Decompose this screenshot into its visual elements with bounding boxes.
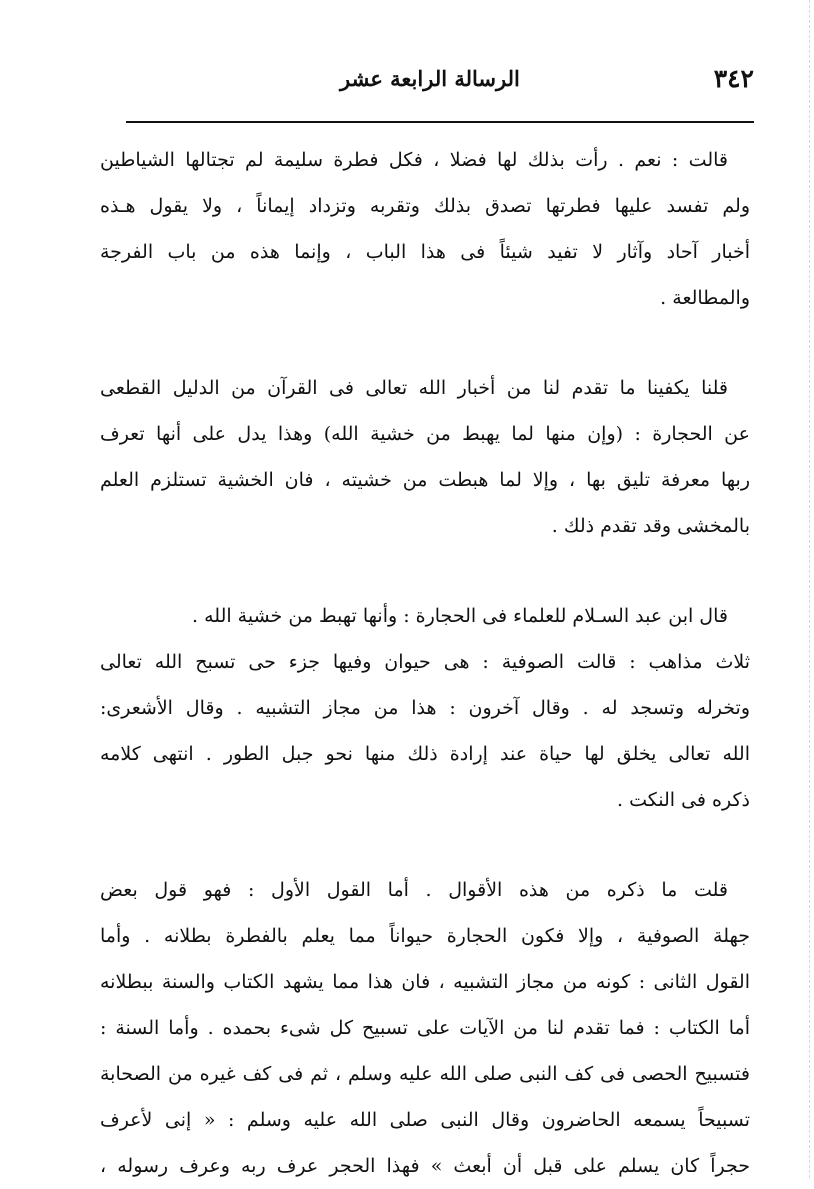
text-line: قالت : نعم . رأت بذلك لها فضلا ، فكل فطرة سليمة لم تجتالها الشياطين	[100, 149, 728, 171]
text-line: فتسبيح الحصى فى كف النبى صلى الله عليه وسلم ، ثم فى كف غيره من الصحابة	[100, 1063, 750, 1085]
text-line: قلت ما ذكره من هذه الأقوال . أما القول الأول : فهو قول بعض	[100, 879, 728, 901]
paragraph-1	[100, 137, 750, 321]
paragraph-4	[100, 867, 750, 1189]
text-line: عن الحجارة : (وإن منها لما يهبط من خشية الله) وهذا يدل على أنها تعرف	[100, 423, 750, 445]
text-line: القول الثانى : كونه من مجاز التشبيه ، فان هذا مما يشهد الكتاب والسنة ببطلانه	[100, 971, 750, 993]
text-line: ثلاث مذاهب : قالت الصوفية : هى حيوان وفيها جزء حى تسبح الله تعالى	[100, 651, 750, 673]
scan-edge	[807, 0, 810, 1178]
page-number: ٣٤٢	[713, 64, 754, 93]
paragraph-3	[100, 593, 750, 823]
paragraph-2	[100, 365, 750, 549]
text-line: ربها معرفة تليق بها ، وإلا لما هبطت من خشيته ، فان الخشية تستلزم العلم	[100, 469, 750, 491]
running-header	[126, 62, 754, 102]
text-line: قلنا يكفينا ما تقدم لنا من أخبار الله تعالى فى القرآن من الدليل القطعى	[100, 377, 728, 399]
text-line: قال ابن عبد السـلام للعلماء فى الحجارة : وأنها تهبط من خشية الله .	[192, 605, 728, 627]
paragraph-gap	[100, 823, 750, 867]
text-line: الله تعالى يخلق لها حياة عند إرادة ذلك منها نحو جبل الطور . انتهى كلامه	[100, 743, 750, 765]
text-line: ذكره فى النكت .	[617, 789, 750, 811]
text-line: حجراً كان يسلم على قبل أن أبعث » فهذا الحجر عرف ربه وعرف رسوله ،	[100, 1155, 750, 1177]
text-line: وتخرله وتسجد له . وقال آخرون : هذا من مجاز التشبيه . وقال الأشعرى:	[100, 697, 750, 719]
paragraph-gap	[100, 549, 750, 593]
header-divider	[126, 121, 754, 123]
text-line: والمطالعة .	[660, 287, 750, 309]
body-text	[100, 137, 750, 1189]
text-line: جهلة الصوفية ، وإلا فكون الحجارة حيواناً مما يعلم بالفطرة بطلانه . وأما	[100, 925, 750, 947]
paragraph-gap	[100, 321, 750, 365]
text-line: تسبيحاً يسمعه الحاضرون وقال النبى صلى الله عليه وسلم : « إنى لأعرف	[100, 1109, 750, 1131]
text-line: ولم تفسد عليها فطرتها تصدق بذلك وتقربه وتزداد إيماناً ، ولا يقول هـذه	[100, 195, 750, 217]
text-line: أخبار آحاد وآثار لا تفيد شيئاً فى هذا الباب ، وإنما هذه من باب الفرجة	[100, 241, 750, 263]
text-line: بالمخشى وقد تقدم ذلك .	[551, 515, 750, 537]
chapter-title: الرسالة الرابعة عشر	[340, 66, 520, 91]
text-line: أما الكتاب : فما تقدم لنا من الآيات على تسبيح كل شىء بحمده . وأما السنة :	[100, 1017, 750, 1039]
